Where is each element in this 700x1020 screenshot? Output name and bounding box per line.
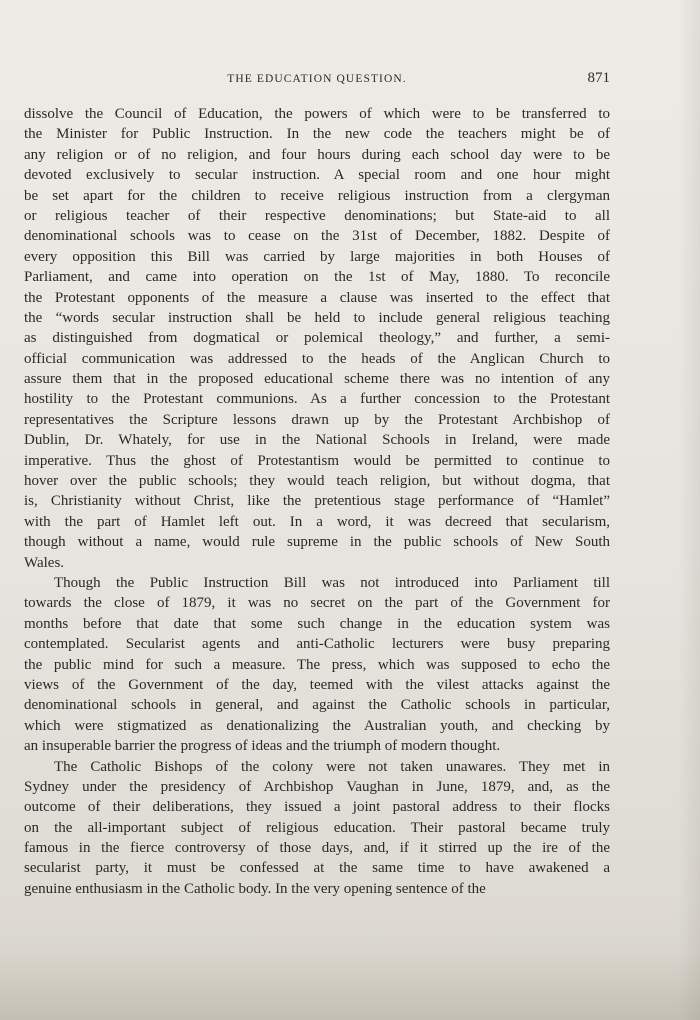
text-line: the Protestant opponents of the measure a clause was inserted to the effect that	[24, 289, 610, 306]
text-line: or religious teacher of their respective denominations; but State-aid to all	[24, 207, 610, 224]
text-line: hover over the public schools; they would teach religion, but without dogma, that	[24, 473, 610, 490]
paragraph	[24, 573, 610, 757]
text-line: The Catholic Bishops of the colony were not taken unawares. They met in	[54, 758, 610, 775]
text-line: Wales.	[24, 554, 65, 571]
text-line: is, Christianity without Christ, like the pretentious stage performance of “Hamlet”	[24, 493, 610, 510]
text-line: Parliament, and came into operation on the 1st of May, 1880. To reconcile	[24, 269, 610, 286]
text-line: every opposition this Bill was carried by large majorities in both Houses of	[24, 248, 610, 265]
text-line: genuine enthusiasm in the Catholic body. In the very opening sentence of the	[24, 880, 486, 897]
text-line: Dublin, Dr. Whately, for use in the National Schools in Ireland, were made	[24, 432, 610, 449]
text-line: on the all-important subject of religious education. Their pastoral became truly	[24, 819, 610, 836]
text-line: dissolve the Council of Education, the powers of which were to be transferred to	[24, 106, 610, 122]
text-line: official communication was addressed to the heads of the Anglican Church to	[24, 350, 610, 367]
text-line: secularist party, it must be confessed at the same time to have awakened a	[24, 860, 610, 877]
text-line: the Minister for Public Instruction. In the new code the teachers might be of	[24, 126, 610, 143]
text-line: devoted exclusively to secular instruction. A special room and one hour might	[24, 167, 610, 184]
text-line: assure them that in the proposed educational scheme there was no intention of any	[24, 371, 610, 388]
text-line: famous in the fierce controversy of those days, and, if it stirred up the ire of the	[24, 840, 610, 857]
body-text	[24, 104, 610, 899]
page-bottom-shadow	[0, 950, 700, 1020]
text-line: views of the Government of the day, teemed with the vilest attacks against the	[24, 676, 610, 693]
running-header	[24, 70, 610, 90]
paragraph	[24, 104, 610, 573]
text-line: Sydney under the presidency of Archbishop Vaughan in June, 1879, and, as the	[24, 778, 610, 795]
text-line: imperative. Thus the ghost of Protestantism would be permitted to continue to	[24, 452, 610, 469]
text-line: as distinguished from dogmatical or polemical theology,” and further, a semi-	[24, 330, 610, 347]
text-line: with the part of Hamlet left out. In a word, it was decreed that secularism,	[24, 513, 610, 530]
text-line: denominational schools was to cease on the 31st of December, 1882. Despite of	[24, 228, 610, 245]
text-line: representatives the Scripture lessons drawn up by the Protestant Archbishop of	[24, 411, 610, 428]
text-line: the public mind for such a measure. The press, which was supposed to echo the	[24, 656, 610, 673]
text-line: though without a name, would rule supreme in the public schools of New South	[24, 534, 610, 551]
text-line: denominational schools in general, and against the Catholic schools in particular,	[24, 697, 610, 714]
text-line: Though the Public Instruction Bill was not introduced into Parliament till	[54, 574, 610, 591]
text-line: months before that date that some such change in the education system was	[24, 615, 610, 632]
text-line: towards the close of 1879, it was no secret on the part of the Government for	[24, 595, 610, 612]
page-number: 871	[587, 70, 610, 86]
text-line: outcome of their deliberations, they issued a joint pastoral address to their flocks	[24, 799, 610, 816]
page-edge-shadow	[678, 0, 700, 1020]
text-line: an insuperable barrier the progress of ideas and the triumph of modern thought.	[24, 738, 501, 755]
running-title: THE EDUCATION QUESTION.	[227, 73, 407, 85]
paragraph	[24, 757, 610, 900]
text-line: which were stigmatized as denationalizing the Australian youth, and checking by	[24, 717, 610, 734]
text-line: hostility to the Protestant communions. As a further concession to the Protestant	[24, 391, 610, 408]
text-line: contemplated. Secularist agents and anti-Catholic lecturers were busy preparing	[24, 636, 610, 653]
text-line: be set apart for the children to receive religious instruction from a clergyman	[24, 187, 610, 204]
text-line: the “words secular instruction shall be held to include general religious teaching	[24, 309, 610, 326]
text-line: any religion or of no religion, and four hours during each school day were to be	[24, 146, 610, 163]
